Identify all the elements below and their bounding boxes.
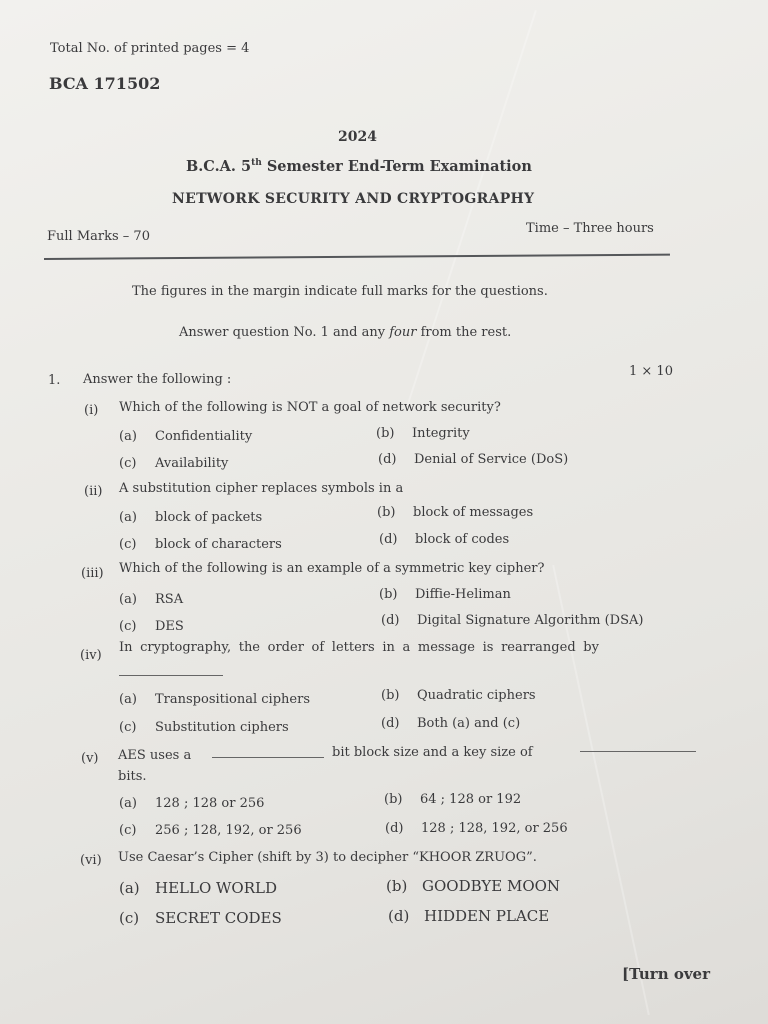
option-text: 128 ; 128, 192, or 256 bbox=[421, 821, 568, 836]
option bbox=[119, 429, 252, 444]
option-letter: (c) bbox=[119, 619, 137, 634]
paper-crease bbox=[405, 10, 537, 410]
option-text: Denial of Service (DoS) bbox=[414, 452, 569, 467]
option-text: block of packets bbox=[155, 510, 263, 525]
option bbox=[378, 452, 568, 467]
option bbox=[119, 879, 277, 897]
option-text: Availability bbox=[155, 456, 229, 471]
exam-title-sup: th bbox=[251, 158, 262, 169]
option-text: SECRET CODES bbox=[155, 909, 282, 927]
option bbox=[376, 426, 470, 441]
option-text: 64 ; 128 or 192 bbox=[420, 792, 522, 807]
instruction-answer-pre: Answer question No. 1 and any bbox=[179, 325, 390, 340]
option bbox=[119, 909, 282, 927]
header-divider bbox=[44, 254, 670, 260]
option-letter: (d) bbox=[379, 532, 398, 547]
item-text-part-b: bit block size and a key size of bbox=[332, 745, 533, 760]
option bbox=[119, 592, 183, 607]
exam-year: 2024 bbox=[338, 129, 377, 145]
subject-title: NETWORK SECURITY AND CRYPTOGRAPHY bbox=[172, 191, 535, 207]
option-text: Quadratic ciphers bbox=[417, 688, 536, 703]
instruction-answer-post: from the rest. bbox=[416, 325, 512, 340]
item-text-part-c: bits. bbox=[118, 769, 147, 784]
instruction-answer bbox=[179, 325, 511, 340]
option-text: Digital Signature Algorithm (DSA) bbox=[417, 613, 644, 628]
option-text: GOODBYE MOON bbox=[422, 877, 561, 895]
option bbox=[119, 692, 310, 707]
printed-pages: Total No. of printed pages = 4 bbox=[50, 41, 250, 56]
option-text: HIDDEN PLACE bbox=[424, 907, 550, 925]
option bbox=[119, 720, 289, 735]
option-text: Confidentiality bbox=[155, 429, 253, 444]
option-letter: (b) bbox=[386, 877, 408, 895]
option-text: block of codes bbox=[415, 532, 510, 547]
full-marks: Full Marks – 70 bbox=[47, 229, 150, 244]
course-code: BCA 171502 bbox=[49, 74, 161, 93]
option-letter: (d) bbox=[385, 821, 404, 836]
option bbox=[119, 823, 302, 838]
option bbox=[119, 619, 184, 634]
instruction-marks: The figures in the margin indicate full marks for the questions. bbox=[132, 284, 548, 299]
option-letter: (b) bbox=[377, 505, 396, 520]
option bbox=[385, 821, 568, 836]
option-letter: (d) bbox=[378, 452, 397, 467]
option-text: block of characters bbox=[155, 537, 282, 552]
option bbox=[119, 796, 264, 811]
option-letter: (c) bbox=[119, 456, 137, 471]
option bbox=[119, 456, 228, 471]
option-letter: (a) bbox=[119, 879, 140, 897]
question-text: Answer the following : bbox=[83, 372, 232, 387]
turn-over: [Turn over bbox=[622, 965, 710, 983]
item-number: (ii) bbox=[84, 484, 103, 499]
option-text: Integrity bbox=[412, 426, 470, 441]
option-letter: (a) bbox=[119, 429, 137, 444]
option-letter: (c) bbox=[119, 537, 137, 552]
option bbox=[386, 877, 560, 895]
item-number: (iii) bbox=[81, 566, 104, 581]
option-letter: (b) bbox=[379, 587, 398, 602]
instruction-answer-em: four bbox=[389, 325, 417, 340]
item-text: Which of the following is an example of a symmetric key cipher? bbox=[119, 561, 545, 576]
answer-blank bbox=[580, 751, 696, 752]
exam-title-pre: B.C.A. 5 bbox=[186, 158, 252, 175]
option-letter: (c) bbox=[119, 909, 140, 927]
option-letter: (b) bbox=[384, 792, 403, 807]
option-text: Substitution ciphers bbox=[155, 720, 289, 735]
option bbox=[119, 537, 282, 552]
option-letter: (a) bbox=[119, 796, 137, 811]
option-letter: (b) bbox=[381, 688, 400, 703]
option bbox=[384, 792, 521, 807]
item-text: Which of the following is NOT a goal of network security? bbox=[119, 400, 501, 415]
option-letter: (d) bbox=[381, 716, 400, 731]
option bbox=[379, 587, 511, 602]
item-number: (i) bbox=[84, 403, 99, 418]
option bbox=[119, 510, 262, 525]
option-letter: (c) bbox=[119, 720, 137, 735]
paper-crease bbox=[552, 565, 650, 1015]
exam-title-post: Semester End-Term Examination bbox=[261, 158, 532, 175]
item-number: (vi) bbox=[80, 853, 102, 868]
item-number: (v) bbox=[81, 751, 99, 766]
option-text: 128 ; 128 or 256 bbox=[155, 796, 265, 811]
time-allowed: Time – Three hours bbox=[526, 221, 654, 236]
option bbox=[381, 613, 643, 628]
item-text: A substitution cipher replaces symbols in a bbox=[119, 481, 404, 496]
option-letter: (b) bbox=[376, 426, 395, 441]
option-letter: (d) bbox=[388, 907, 410, 925]
option-letter: (a) bbox=[119, 692, 137, 707]
option-text: RSA bbox=[155, 592, 184, 607]
option-letter: (a) bbox=[119, 510, 137, 525]
option-text: Diffie-Heliman bbox=[415, 587, 511, 602]
option bbox=[381, 716, 520, 731]
question-marks: 1 × 10 bbox=[629, 364, 673, 379]
item-text: Use Caesar’s Cipher (shift by 3) to decipher “KHOOR ZRUOG”. bbox=[118, 850, 537, 865]
option-text: HELLO WORLD bbox=[155, 879, 278, 897]
option-text: block of messages bbox=[413, 505, 534, 520]
option bbox=[381, 688, 536, 703]
option bbox=[379, 532, 509, 547]
option-letter: (c) bbox=[119, 823, 137, 838]
option-text: 256 ; 128, 192, or 256 bbox=[155, 823, 302, 838]
exam-title bbox=[186, 158, 532, 175]
option-text: DES bbox=[155, 619, 184, 634]
answer-blank bbox=[119, 675, 223, 676]
option-text: Both (a) and (c) bbox=[417, 716, 521, 731]
question-number: 1. bbox=[48, 373, 61, 388]
answer-blank bbox=[212, 757, 324, 758]
option bbox=[377, 505, 533, 520]
option-letter: (d) bbox=[381, 613, 400, 628]
item-number: (iv) bbox=[80, 648, 102, 663]
item-text: In cryptography, the order of letters in a message is rearranged by bbox=[119, 640, 599, 655]
option bbox=[388, 907, 549, 925]
option-letter: (a) bbox=[119, 592, 137, 607]
option-text: Transpositional ciphers bbox=[155, 692, 310, 707]
item-text-part-a: AES uses a bbox=[118, 748, 192, 763]
